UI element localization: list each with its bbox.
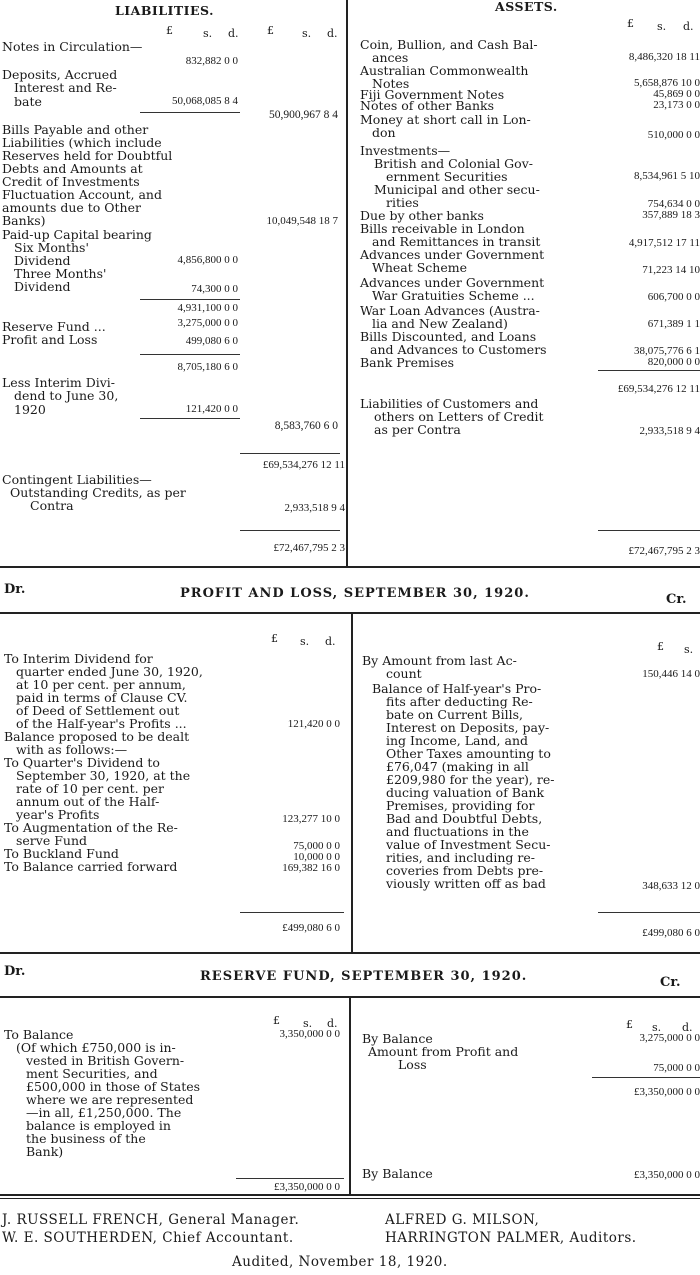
- pl-right-line: £209,980 for the year), re-: [386, 772, 555, 787]
- pl-currency-pound-r: £: [657, 640, 664, 653]
- asset-line: Bills Discounted, and Loans: [360, 329, 537, 344]
- asset-line: Liabilities of Customers and: [360, 396, 539, 411]
- section-rule: [0, 566, 700, 568]
- asset-line: Municipal and other secu-: [374, 182, 540, 197]
- rf-left-amount: 3,350,000 0 0: [279, 1028, 340, 1040]
- liab-currency-s-2: s.: [302, 27, 312, 40]
- liab-line: amounts due to Other: [2, 200, 141, 215]
- asset-line: Wheat Scheme: [372, 260, 468, 275]
- liab-line: Fluctuation Account, and: [2, 187, 162, 202]
- assets-currency-pound: £: [627, 17, 634, 30]
- rf-right-line: By Balance: [362, 1166, 433, 1181]
- rule: [598, 370, 700, 371]
- asset-grand-total: £72,467,795 2 3: [628, 545, 700, 557]
- asset-line: Investments—: [360, 143, 451, 158]
- asset-line: don: [372, 125, 396, 140]
- liab-line: Paid-up Capital bearing: [2, 227, 152, 242]
- rf-right-amount: 3,275,000 0 0: [639, 1032, 700, 1044]
- rf-divider: [349, 996, 351, 1194]
- rf-currency-s-r: s.: [652, 1021, 662, 1034]
- asset-amount: 671,389 1 1: [647, 318, 700, 330]
- rf-currency-pound-r: £: [626, 1018, 633, 1031]
- liab-amount: 8,705,180 6 0: [177, 361, 238, 373]
- liab-line: Contra: [30, 498, 74, 513]
- pl-right-line: Interest on Deposits, pay-: [386, 720, 550, 735]
- signature-general-manager: J. RUSSELL FRENCH, General Manager.: [2, 1212, 300, 1228]
- pl-left-line: of the Half-year's Profits ...: [16, 716, 187, 731]
- liab-amount: 121,420 0 0: [185, 403, 238, 415]
- asset-amount: 38,075,776 6 1: [634, 345, 700, 357]
- pl-left-line: September 30, 1920, at the: [16, 768, 191, 783]
- asset-amount: 2,933,518 9 4: [639, 425, 700, 437]
- liab-amount: 50,900,967 8 4: [269, 109, 338, 121]
- pl-left-amount: 75,000 0 0: [293, 840, 340, 852]
- asset-amount: 4,917,512 17 11: [628, 237, 700, 249]
- liab-currency-d: d.: [228, 27, 239, 40]
- pl-right-line: Premises, providing for: [386, 798, 535, 813]
- liab-line: Credit of Investments: [2, 174, 140, 189]
- rf-currency-pound: £: [273, 1014, 280, 1027]
- pl-left-line: quarter ended June 30, 1920,: [16, 664, 203, 679]
- asset-line: Coin, Bullion, and Cash Bal-: [360, 37, 538, 52]
- pl-left-amount: 121,420 0 0: [287, 718, 340, 730]
- asset-amount: 510,000 0 0: [647, 129, 700, 141]
- section-rule: [0, 1198, 700, 1199]
- asset-line: War Loan Advances (Austra-: [360, 303, 540, 318]
- asset-line: Bank Premises: [360, 355, 455, 370]
- pl-left-line: with as follows:—: [16, 742, 128, 757]
- rf-left-line: balance is employed in: [26, 1118, 171, 1133]
- balance-sheet-divider: [346, 0, 348, 566]
- pl-right-line: £76,047 (making in all: [386, 759, 529, 774]
- liab-amount: 10,049,548 18 7: [266, 215, 338, 227]
- asset-line: British and Colonial Gov-: [374, 156, 533, 171]
- pl-right-line: Other Taxes amounting to: [386, 746, 551, 761]
- liab-line: Dividend: [14, 253, 71, 268]
- rf-right-line: By Balance: [362, 1031, 433, 1046]
- rule: [598, 530, 700, 531]
- liab-line: Bills Payable and other: [2, 122, 149, 137]
- rule: [240, 453, 340, 454]
- liab-amount: 50,068,085 8 4: [172, 95, 238, 107]
- rf-left-line: Bank): [26, 1144, 64, 1159]
- rf-left-line: ment Securities, and: [26, 1066, 158, 1081]
- asset-amount: 71,223 14 10: [642, 264, 700, 276]
- pl-dr-label: Dr.: [4, 582, 26, 597]
- liab-currency-pound-2: £: [267, 24, 274, 37]
- asset-line: Advances under Government: [360, 247, 545, 262]
- liab-line: bate: [14, 94, 42, 109]
- rule: [240, 912, 344, 913]
- asset-amount: 606,700 0 0: [647, 291, 700, 303]
- liab-amount: 2,933,518 9 4: [284, 502, 345, 514]
- pl-left-amount: 123,277 10 0: [282, 813, 340, 825]
- asset-line: Australian Commonwealth: [360, 63, 529, 78]
- asset-line: lia and New Zealand): [372, 316, 508, 331]
- pl-divider: [351, 612, 353, 952]
- asset-amount: 8,486,320 18 11: [628, 51, 700, 63]
- liab-line: Interest and Re-: [14, 80, 117, 95]
- pl-right-line: Bad and Doubtful Debts,: [386, 811, 543, 826]
- asset-line: Due by other banks: [360, 208, 484, 223]
- pl-right-line: ing Income, Land, and: [386, 733, 528, 748]
- liab-line: 1920: [14, 402, 46, 417]
- liab-amount: 832,882 0 0: [185, 55, 238, 67]
- rf-left-line: £500,000 in those of States: [26, 1079, 201, 1094]
- liab-line: Dividend: [14, 279, 71, 294]
- pl-cr-label: Cr.: [666, 592, 687, 607]
- signature-chief-accountant: W. E. SOUTHERDEN, Chief Accountant.: [2, 1230, 294, 1246]
- rule: [140, 354, 240, 355]
- assets-currency-s: s.: [657, 20, 667, 33]
- asset-line: others on Letters of Credit: [374, 409, 544, 424]
- pl-right-total: £499,080 6 0: [642, 927, 700, 939]
- liab-line: Debts and Amounts at: [2, 161, 143, 176]
- pl-right-line: value of Investment Secu-: [386, 837, 551, 852]
- pl-right-line: fits after deducting Re-: [386, 694, 533, 709]
- rf-right-line: Amount from Profit and: [368, 1044, 519, 1059]
- liab-amount: 3,275,000 0 0: [177, 317, 238, 329]
- rf-right-total: £3,350,000 0 0: [634, 1086, 700, 1098]
- rule: [598, 912, 700, 913]
- pl-right-amount: 348,633 12 0: [642, 880, 700, 892]
- rf-left-line: where we are represented: [26, 1092, 194, 1107]
- signature-auditor-1: ALFRED G. MILSON,: [385, 1212, 540, 1228]
- asset-line: ances: [372, 50, 409, 65]
- liab-line: Contingent Liabilities—: [2, 472, 152, 487]
- liab-total: £69,534,276 12 11: [262, 459, 345, 471]
- asset-line: and Advances to Customers: [370, 342, 547, 357]
- pl-left-line: To Buckland Fund: [4, 846, 119, 861]
- rule: [240, 530, 340, 531]
- liab-line: Banks): [2, 213, 46, 228]
- asset-line: ernment Securities: [386, 169, 508, 184]
- rf-left-line: To Balance: [4, 1027, 74, 1042]
- liab-line: Less Interim Divi-: [2, 375, 116, 390]
- rule: [236, 1178, 344, 1179]
- pl-left-line: To Interim Dividend for: [4, 651, 153, 666]
- asset-line: Fiji Government Notes: [360, 87, 505, 102]
- rule: [592, 1077, 700, 1078]
- pl-currency-pound: £: [271, 632, 278, 645]
- liab-amount: 4,856,800 0 0: [177, 254, 238, 266]
- section-rule: [0, 1194, 700, 1196]
- assets-currency-d: d.: [683, 20, 694, 33]
- audited-date: Audited, November 18, 1920.: [232, 1254, 448, 1270]
- liab-line: Outstanding Credits, as per: [10, 485, 186, 500]
- liab-line: Reserve Fund ...: [2, 319, 106, 334]
- signature-auditor-2: HARRINGTON PALMER, Auditors.: [385, 1230, 637, 1246]
- pl-right-line: By Amount from last Ac-: [362, 653, 517, 668]
- liab-line: Liabilities (which include: [2, 135, 162, 150]
- liab-grand-total: £72,467,795 2 3: [273, 542, 345, 554]
- asset-line: Notes of other Banks: [360, 98, 495, 113]
- rf-left-line: (Of which £750,000 is in-: [16, 1040, 176, 1055]
- asset-line: War Gratuities Scheme ...: [372, 288, 535, 303]
- liab-amount: 499,080 6 0: [185, 335, 238, 347]
- pl-left-line: of Deed of Settlement out: [16, 703, 180, 718]
- pl-left-line: rate of 10 per cent. per: [16, 781, 164, 796]
- asset-line: rities: [386, 195, 419, 210]
- rf-currency-s: s.: [303, 1017, 313, 1030]
- asset-amount: 820,000 0 0: [647, 356, 700, 368]
- asset-line: as per Contra: [374, 422, 461, 437]
- pl-right-line: bate on Current Bills,: [386, 707, 523, 722]
- liab-currency-pound: £: [166, 24, 173, 37]
- rf-cr-label: Cr.: [660, 975, 681, 990]
- liab-line: Deposits, Accrued: [2, 67, 118, 82]
- pl-left-total: £499,080 6 0: [282, 922, 340, 934]
- pl-right-line: coveries from Debts pre-: [386, 863, 544, 878]
- rule: [140, 418, 240, 419]
- pl-left-line: annum out of the Half-: [16, 794, 160, 809]
- rf-currency-d: d.: [327, 1017, 338, 1030]
- rf-right-line: Loss: [398, 1057, 427, 1072]
- liab-amount: 74,300 0 0: [191, 283, 238, 295]
- pl-left-line: year's Profits: [16, 807, 100, 822]
- rule: [140, 299, 240, 300]
- pl-right-line: rities, and including re-: [386, 850, 535, 865]
- rf-left-line: —in all, £1,250,000. The: [26, 1105, 182, 1120]
- pl-right-line: viously written off as bad: [386, 876, 546, 891]
- asset-amount: 754,634 0 0: [647, 198, 700, 210]
- asset-total: £69,534,276 12 11: [617, 383, 700, 395]
- pl-left-line: serve Fund: [16, 833, 87, 848]
- pl-right-line: Balance of Half-year's Pro-: [372, 681, 542, 696]
- pl-right-amount: 150,446 14 0: [642, 668, 700, 680]
- pl-left-amount: 10,000 0 0: [293, 851, 340, 863]
- rf-dr-label: Dr.: [4, 964, 26, 979]
- asset-amount: 5,658,876 10 0: [634, 77, 700, 89]
- liab-line: dend to June 30,: [14, 388, 119, 403]
- liab-currency-s: s.: [203, 27, 213, 40]
- pl-left-line: To Augmentation of the Re-: [4, 820, 178, 835]
- assets-title: ASSETS.: [495, 0, 558, 14]
- pl-currency-s-r: s.: [684, 643, 694, 656]
- rule: [140, 112, 240, 113]
- section-rule: [0, 952, 700, 954]
- pl-left-line: at 10 per cent. per annum,: [16, 677, 186, 692]
- rf-left-line: the business of the: [26, 1131, 146, 1146]
- asset-line: Money at short call in Lon-: [360, 112, 531, 127]
- liab-line: Profit and Loss: [2, 332, 98, 347]
- liab-line: Three Months': [14, 266, 107, 281]
- liab-amount: 8,583,760 6 0: [274, 420, 338, 432]
- pl-currency-d: d.: [325, 635, 336, 648]
- asset-line: and Remittances in transit: [372, 234, 541, 249]
- pl-right-line: count: [386, 666, 422, 681]
- pl-left-amount: 169,382 16 0: [282, 862, 340, 874]
- asset-line: Advances under Government: [360, 275, 545, 290]
- asset-amount: 8,534,961 5 10: [634, 170, 700, 182]
- asset-amount: 45,869 0 0: [653, 88, 700, 100]
- pl-title: PROFIT AND LOSS, SEPTEMBER 30, 1920.: [180, 586, 530, 601]
- liab-currency-d-2: d.: [327, 27, 338, 40]
- liab-line: Notes in Circulation—: [2, 39, 143, 54]
- pl-left-line: Balance proposed to be dealt: [4, 729, 190, 744]
- pl-right-line: ducing valuation of Bank: [386, 785, 545, 800]
- liab-amount: 4,931,100 0 0: [177, 302, 238, 314]
- liab-line: Reserves held for Doubtful: [2, 148, 173, 163]
- liabilities-title: LIABILITIES.: [115, 3, 214, 18]
- pl-header-rule: [0, 612, 700, 614]
- pl-left-line: To Balance carried forward: [4, 859, 178, 874]
- rf-left-total: £3,350,000 0 0: [274, 1181, 340, 1193]
- pl-currency-s: s.: [300, 635, 310, 648]
- pl-left-line: To Quarter's Dividend to: [4, 755, 160, 770]
- asset-amount: 357,889 18 3: [642, 209, 700, 221]
- pl-right-line: and fluctuations in the: [386, 824, 529, 839]
- asset-amount: 23,173 0 0: [653, 99, 700, 111]
- pl-left-line: paid in terms of Clause CV.: [16, 690, 188, 705]
- rf-title: RESERVE FUND, SEPTEMBER 30, 1920.: [200, 969, 528, 984]
- rf-right-amount: 75,000 0 0: [653, 1062, 700, 1074]
- liab-line: Six Months': [14, 240, 89, 255]
- rf-left-line: vested in British Govern-: [26, 1053, 185, 1068]
- rf-currency-d-r: d.: [682, 1021, 693, 1034]
- asset-line: Notes: [372, 76, 410, 91]
- rf-right-amount: £3,350,000 0 0: [634, 1169, 700, 1181]
- asset-line: Bills receivable in London: [360, 221, 525, 236]
